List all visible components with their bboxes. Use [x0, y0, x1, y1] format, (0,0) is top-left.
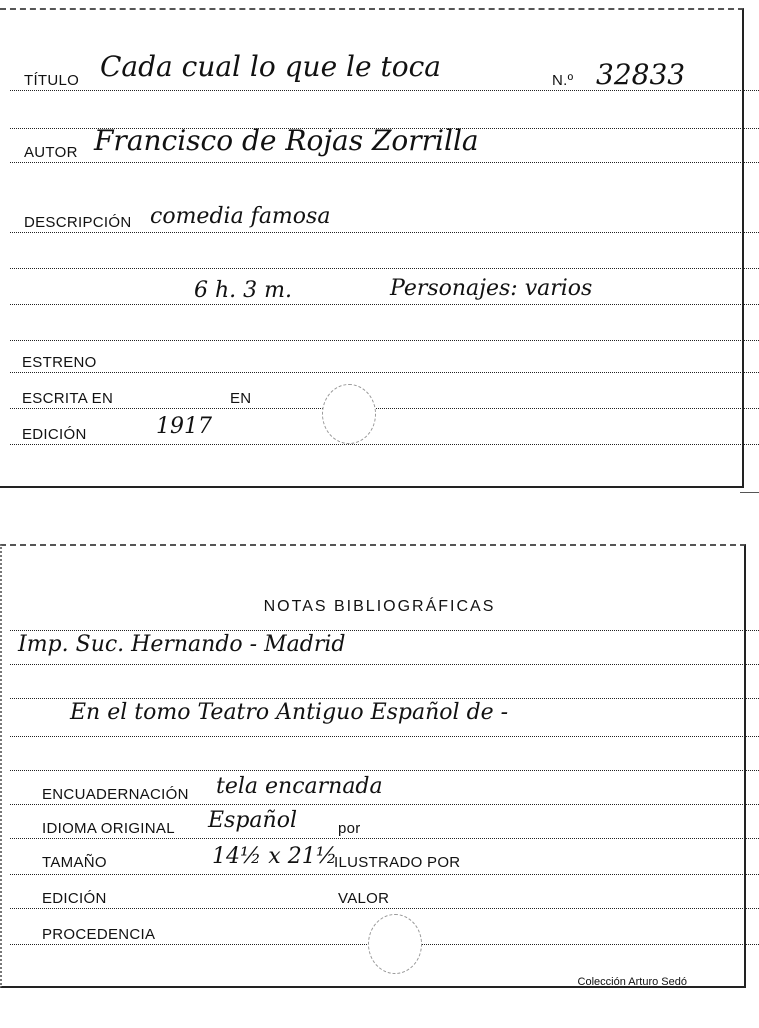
- ruled-line: [10, 736, 759, 737]
- encuadernacion-label: ENCUADERNACIÓN: [42, 786, 189, 803]
- notas-heading: NOTAS BIBLIOGRÁFICAS: [263, 598, 496, 615]
- note-line-2: En el tomo Teatro Antiguo Español de -: [70, 700, 509, 725]
- edicion-label: EDICIÓN: [22, 426, 87, 443]
- ruled-line: [10, 304, 759, 305]
- edicion-label-2: EDICIÓN: [42, 890, 107, 907]
- titulo-value: Cada cual lo que le toca: [100, 50, 441, 83]
- ruled-line: [10, 340, 759, 341]
- ruled-line: [10, 698, 759, 699]
- ruled-line: [10, 232, 759, 233]
- idioma-value: Español: [208, 808, 297, 833]
- ruled-line: [10, 664, 759, 665]
- numero-label: N.º: [552, 72, 574, 89]
- ruled-line: [10, 444, 759, 445]
- ruled-line: [10, 770, 759, 771]
- note-line-1: Imp. Suc. Hernando - Madrid: [18, 632, 346, 657]
- autor-label: AUTOR: [24, 144, 78, 161]
- punch-hole: [368, 914, 422, 974]
- collection-footer: Colección Arturo Sedó: [577, 976, 687, 988]
- descripcion-label: DESCRIPCIÓN: [24, 214, 132, 231]
- ruled-line: [10, 372, 759, 373]
- edicion-value: 1917: [156, 414, 212, 439]
- ruled-line: [10, 162, 759, 163]
- estreno-label: ESTRENO: [22, 354, 97, 371]
- procedencia-label: PROCEDENCIA: [42, 926, 156, 943]
- ruled-line: [10, 908, 759, 909]
- ruled-line: [10, 408, 759, 409]
- ilustrado-label: ILUSTRADO POR: [334, 854, 461, 871]
- descripcion-value: comedia famosa: [150, 204, 331, 229]
- en-label: EN: [230, 390, 252, 407]
- por-label: por: [338, 820, 361, 837]
- ruled-line: [10, 874, 759, 875]
- titulo-label: TÍTULO: [24, 72, 80, 89]
- ruled-line: [10, 838, 759, 839]
- card-divider: [740, 492, 759, 493]
- idioma-label: IDIOMA ORIGINAL: [42, 820, 175, 837]
- valor-label: VALOR: [338, 890, 390, 907]
- cast-value: 6 h. 3 m.: [194, 278, 292, 303]
- ruled-line: [10, 630, 759, 631]
- escrita-en-label: ESCRITA EN: [22, 390, 114, 407]
- tamano-label: TAMAÑO: [42, 854, 107, 871]
- encuadernacion-value: tela encarnada: [216, 774, 383, 799]
- numero-value: 32833: [596, 58, 686, 91]
- autor-value: Francisco de Rojas Zorrilla: [94, 124, 479, 157]
- personajes-value: Personajes: varios: [390, 276, 593, 301]
- ruled-line: [10, 268, 759, 269]
- punch-hole: [322, 384, 376, 444]
- ruled-line: [10, 804, 759, 805]
- tamano-value: 14½ x 21½: [212, 844, 338, 869]
